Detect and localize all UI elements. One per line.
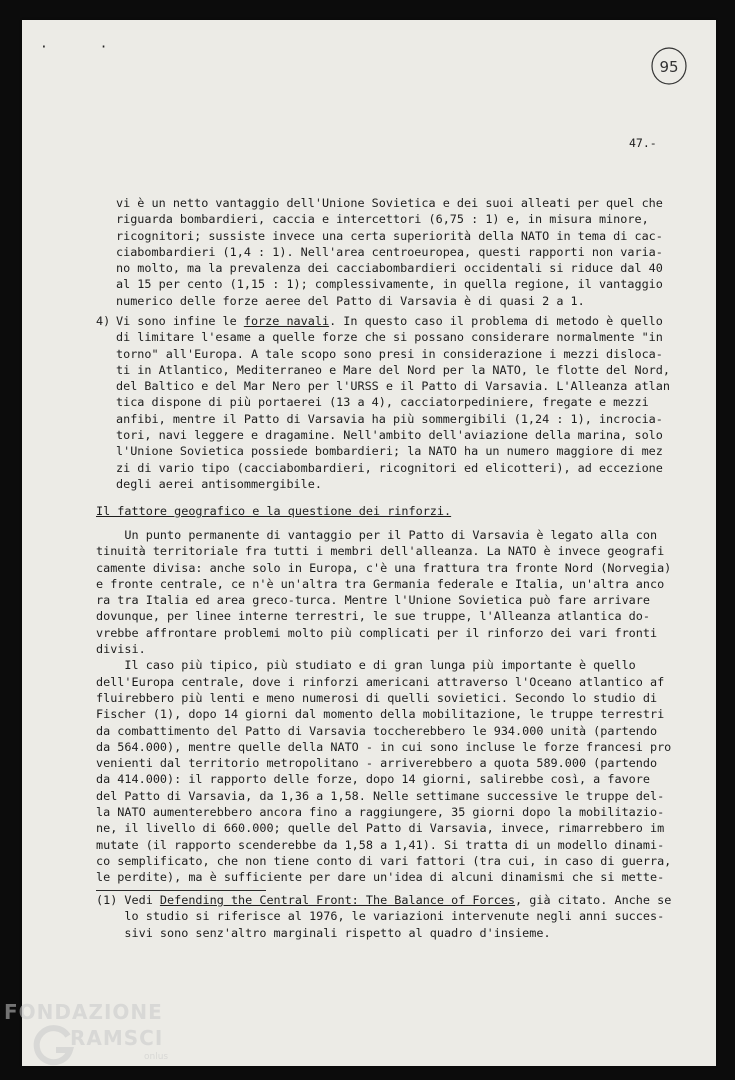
margin-dots: · · — [40, 40, 130, 55]
text-line: da combattimento del Patto di Varsavia toccherebbero le 934.000 unità (partendo — [96, 723, 658, 738]
text-line: numerico delle forze aeree del Patto di Varsavia è di quasi 2 a 1. — [116, 293, 585, 308]
text-line: fluirebbero più lenti e meno numerosi di quelli sovietici. Secondo lo studio di — [96, 690, 658, 705]
stamp-number: 95 — [659, 58, 679, 76]
text-line: camente divisa: anche solo in Europa, c'è una frattura tra fronte Nord (Norvegia) — [96, 560, 672, 575]
watermark-line-1: FONDAZIONE — [4, 1000, 163, 1024]
text-line: tica dispone di più portaerei (13 a 4), cacciatorpediniere, fregate e mezzi — [116, 395, 649, 410]
text-line: riguarda bombardieri, caccia e intercettori (6,75 : 1) e, in misura minore, — [116, 212, 649, 227]
text-line: co semplificato, che non tiene conto di vari fattori (tra cui, in caso di guerra, — [96, 853, 672, 868]
underlined-term: forze navali — [243, 314, 330, 328]
text-line: anfibi, mentre il Patto di Varsavia ha più sommergibili (1,24 : 1), incrocia- — [116, 411, 663, 426]
text-line: ra tra Italia ed area greco-turca. Mentre l'Unione Sovietica può fare arrivare — [96, 593, 650, 608]
text-line: ricognitori; sussiste invece una certa superiorità della NATO in tema di cac- — [116, 228, 663, 243]
text-line: vi è un netto vantaggio dell'Unione Sovietica e dei suoi alleati per quel che — [116, 196, 663, 210]
footnote-line: sivi sono senz'altro marginali rispetto al quadro d'insieme. — [96, 925, 551, 940]
text-line: la NATO aumenterebbero ancora fino a raggiungere, 35 giorni dopo la mobilitazio- — [96, 805, 665, 820]
text-line: tinuità territoriale fra tutti i membri dell'alleanza. La NATO è invece geografi — [96, 544, 665, 559]
text-line: al 15 per cento (1,15 : 1); complessivamente, in quella regione, il vantaggio — [116, 277, 663, 292]
footnote-title: Defending the Central Front: The Balance of Forces — [159, 893, 516, 907]
text-line: di limitare l'esame a quelle forze che si possano considerare normalmente "in — [116, 330, 663, 345]
footnote-line: lo studio si riferisce al 1976, le variazioni intervenute negli anni succes- — [96, 909, 665, 924]
text-line: da 564.000), mentre quelle della NATO - in cui sono incluse le forze francesi pro — [96, 739, 672, 754]
fondazione-gramsci-watermark — [4, 998, 184, 1078]
paragraph-geography — [96, 527, 671, 886]
paragraph-air-forces — [116, 195, 663, 309]
text-line: dovunque, per linee interne terrestri, le sue truppe, l'Alleanza atlantica do- — [96, 609, 650, 624]
text-line: e fronte centrale, ce n'è un'altra tra Germania federale e Italia, un'altra anco — [96, 576, 665, 591]
text-line: l'Unione Sovietica possiede bombardieri; la NATO ha un numero maggiore di mez — [116, 444, 663, 459]
footnote-divider — [96, 890, 266, 891]
text-line: dell'Europa centrale, dove i rinforzi americani attraverso l'Oceano atlantico af — [96, 674, 665, 689]
watermark-line-3: onlus — [144, 1052, 169, 1062]
text-line — [116, 313, 670, 329]
text-line: ti in Atlantico, Mediterraneo e Mare del Nord per la NATO, le flotte del Nord, — [116, 362, 670, 377]
text-line: torno" all'Europa. A tale scopo sono presi in considerazione i mezzi disloca- — [116, 346, 663, 361]
text-line: Un punto permanente di vantaggio per il Patto di Varsavia è legato alla con — [96, 528, 658, 542]
text-fragment: , già citato. Anche se — [515, 893, 672, 907]
text-line: zi di vario tipo (cacciabombardieri, ricognitori ed elicotteri), ad eccezione — [116, 460, 663, 475]
text-line: le perdite), ma è sufficiente per dare un'idea di alcuni dinamismi che si mette- — [96, 870, 665, 885]
page-number: 47.- — [629, 136, 657, 150]
watermark-line-2: RAMSCI — [70, 1026, 164, 1050]
text-line: ciabombardieri (1,4 : 1). Nell'area centroeuropea, questi rapporti non varia- — [116, 244, 663, 259]
list-marker: 4) — [96, 314, 111, 328]
text-fragment: . In questo caso il problema di metodo è quello — [329, 314, 663, 328]
text-line: no molto, ma la prevalenza dei cacciabombardieri occidentali si riduce dal 40 — [116, 261, 663, 276]
text-line: venienti dal territorio metropolitano - arriverebbero a quota 589.000 (partendo — [96, 756, 658, 771]
text-line: tori, navi leggere e dragamine. Nell'ambito dell'aviazione della marina, solo — [116, 428, 663, 443]
text-line: degli aerei antisommergibile. — [116, 476, 322, 491]
text-line: Fischer (1), dopo 14 giorni dal momento della mobilitazione, le truppe terrestri — [96, 707, 665, 722]
text-line: ne, il livello di 660.000; quelle del Patto di Varsavia, invece, rimarrebbero im — [96, 821, 665, 836]
text-line: Il caso più tipico, più studiato e di gran lunga più importante è quello — [96, 658, 636, 673]
text-line: divisi. — [96, 642, 146, 657]
section-heading: Il fattore geografico e la questione dei rinforzi. — [96, 504, 452, 518]
text-line: del Patto di Varsavia, da 1,36 a 1,58. Nelle settimane successive le truppe del- — [96, 788, 665, 803]
text-line: vrebbe affrontare problemi molto più complicati per il rinforzo dei vari fronti — [96, 625, 658, 640]
footnote — [96, 892, 671, 941]
text-line: da 414.000): il rapporto delle forze, dopo 14 giorni, salirebbe così, a favore — [96, 772, 650, 787]
text-line: mutate (il rapporto scenderebbe da 1,58 a 1,41). Si tratta di un modello dinami- — [96, 837, 665, 852]
footnote-line — [96, 892, 671, 908]
text-line: del Baltico e del Mar Nero per l'URSS e il Patto di Varsavia. L'Alleanza atlan — [116, 379, 670, 394]
text-fragment: (1) Vedi — [96, 893, 160, 907]
text-fragment: Vi sono infine le — [116, 314, 244, 328]
